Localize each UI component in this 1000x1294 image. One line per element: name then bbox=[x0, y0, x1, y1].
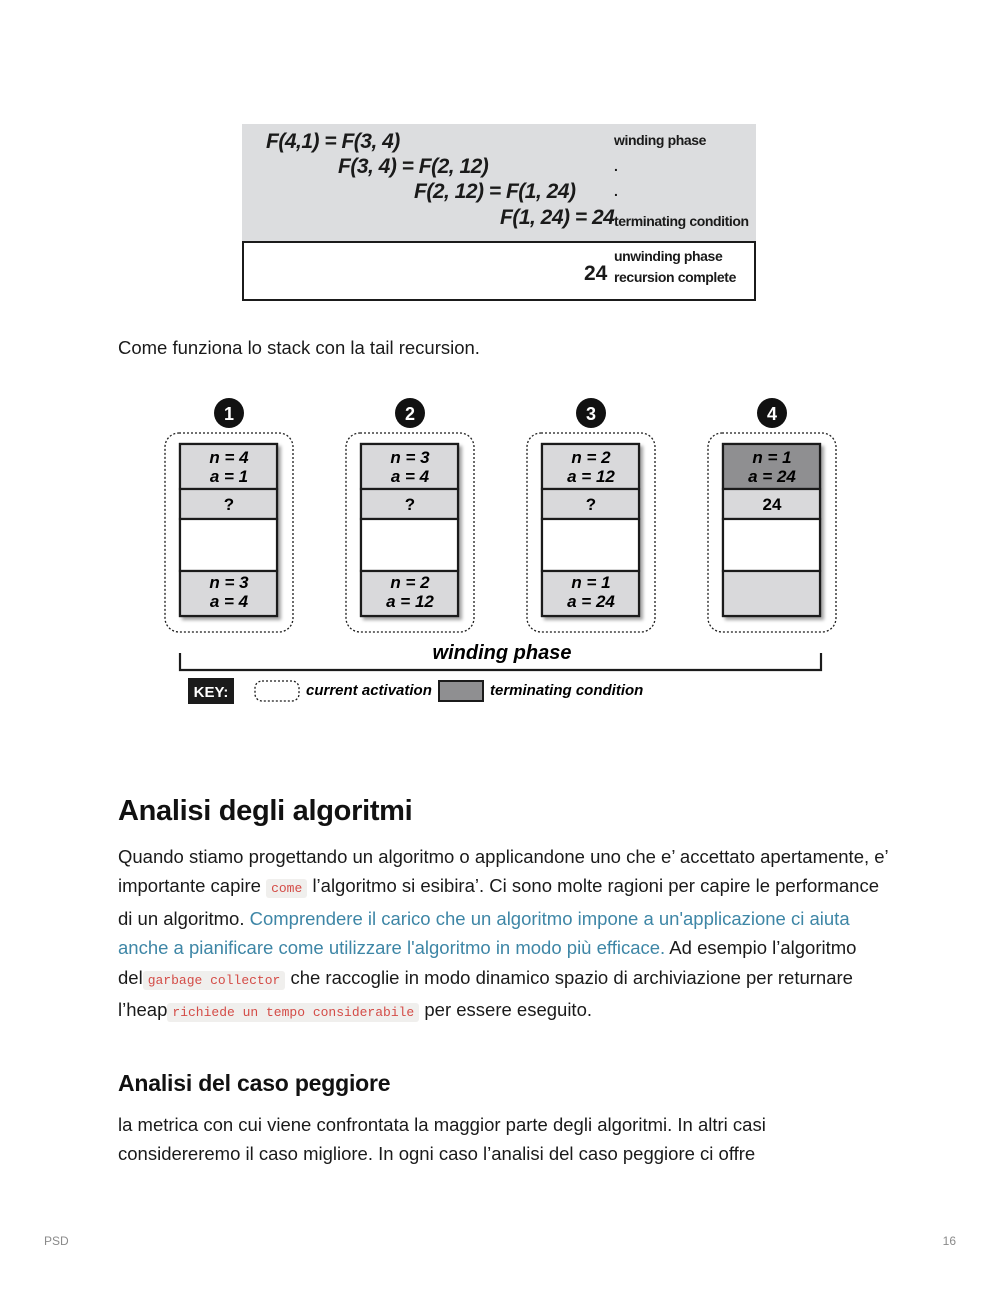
stack-cell-empty bbox=[723, 519, 820, 571]
frame-bottom-n: n = 3 bbox=[209, 573, 249, 592]
inline-code: richiede un tempo considerabile bbox=[167, 1003, 419, 1022]
current-activation-swatch bbox=[255, 681, 299, 701]
key-terminating-condition: terminating condition bbox=[490, 682, 644, 699]
frame-bottom-n: n = 2 bbox=[390, 573, 430, 592]
frame-return-value: 24 bbox=[762, 495, 782, 514]
frame-top-n: n = 2 bbox=[571, 448, 611, 467]
step-number: 3 bbox=[585, 404, 597, 424]
frame-top-n: n = 4 bbox=[209, 448, 249, 467]
stack-cell-empty bbox=[180, 519, 277, 571]
inline-code: come bbox=[266, 879, 307, 898]
worst-case-paragraph: la metrica con cui viene confrontata la maggior parte degli algoritmi. In altri casi considereremo il caso migliore. In ogni caso l’analisi del caso peggiore ci offre bbox=[118, 1114, 766, 1165]
frame-top-a: a = 24 bbox=[748, 467, 796, 486]
trace-unwind-note-2: recursion complete bbox=[614, 269, 736, 285]
stack-cell-empty bbox=[542, 519, 639, 571]
trace-note-1: winding phase bbox=[614, 132, 707, 148]
paragraph-text: Ad esempio l’algoritmo del bbox=[118, 937, 857, 988]
paragraph-text: l’algoritmo si esibira’. Ci sono molte ragioni per capire le performance di un algoritmo. bbox=[118, 875, 879, 929]
footer-page-number: 16 bbox=[942, 1234, 956, 1248]
winding-phase-label: winding phase bbox=[432, 642, 572, 664]
trace-equation-3: F(2, 12) = F(1, 24) bbox=[414, 180, 576, 203]
trace-note-2: . bbox=[614, 158, 618, 174]
stack-frame-4 bbox=[708, 398, 836, 632]
frame-return-value: ? bbox=[585, 495, 597, 514]
stack-frame-1 bbox=[165, 398, 293, 632]
paragraph-text: per essere eseguito. bbox=[424, 999, 593, 1021]
frame-return-value: ? bbox=[223, 495, 235, 514]
frame-return-value: ? bbox=[404, 495, 416, 514]
stack-frame-2 bbox=[346, 398, 474, 632]
frame-top-a: a = 1 bbox=[209, 467, 249, 486]
paragraph-text: che raccoglie in modo dinamico spazio di archiviazione per returnare l’heap bbox=[118, 966, 853, 1021]
frame-bottom-n: n = 1 bbox=[571, 573, 611, 592]
stack-frame-3 bbox=[527, 398, 655, 632]
inline-code: garbage collector bbox=[143, 971, 286, 990]
key-label: KEY: bbox=[193, 684, 229, 701]
trace-equation-4: F(1, 24) = 24 bbox=[500, 206, 615, 229]
trace-note-3: . bbox=[614, 183, 618, 199]
frame-bottom-a: a = 12 bbox=[386, 592, 434, 611]
trace-note-4: terminating condition bbox=[614, 213, 749, 229]
trace-unwind-note-1: unwinding phase bbox=[614, 248, 723, 264]
step-number: 1 bbox=[223, 404, 235, 424]
frame-top-n: n = 3 bbox=[390, 448, 430, 467]
frame-top-a: a = 4 bbox=[390, 467, 430, 486]
paragraph-text: Quando stiamo progettando un algoritmo o applicandone uno che e’ accettato apertamente, e’ importante capire bbox=[118, 846, 888, 897]
subheading: Analisi del caso peggiore bbox=[118, 1070, 391, 1096]
stack-cell-empty bbox=[361, 519, 458, 571]
frame-bottom-a: a = 4 bbox=[209, 592, 249, 611]
stack-cell-bottom bbox=[723, 571, 820, 616]
frame-top-a: a = 12 bbox=[567, 467, 615, 486]
trace-equation-2: F(3, 4) = F(2, 12) bbox=[338, 155, 489, 178]
section-heading: Analisi degli algoritmi bbox=[118, 795, 413, 827]
highlighted-link-text[interactable]: Comprendere il carico che un algoritmo impone a un'applicazione ci aiuta anche a pianificare come utilizzare l'algoritmo in modo più efficace. bbox=[118, 907, 850, 959]
frame-bottom-a: a = 24 bbox=[567, 592, 615, 611]
tail-recursion-trace-figure bbox=[242, 124, 756, 300]
trace-equation-1: F(4,1) = F(3, 4) bbox=[266, 130, 400, 153]
step-number: 4 bbox=[766, 404, 778, 424]
section-paragraph bbox=[118, 842, 888, 1027]
frame-top-n: n = 1 bbox=[752, 448, 792, 467]
trace-result: 24 bbox=[584, 262, 608, 285]
figure-caption: Come funziona lo stack con la tail recursion. bbox=[118, 337, 480, 358]
step-number: 2 bbox=[404, 404, 416, 424]
terminating-condition-swatch bbox=[439, 681, 483, 701]
stack-frames-figure bbox=[150, 388, 850, 710]
key-current-activation: current activation bbox=[306, 682, 432, 699]
footer-left: PSD bbox=[44, 1234, 69, 1248]
